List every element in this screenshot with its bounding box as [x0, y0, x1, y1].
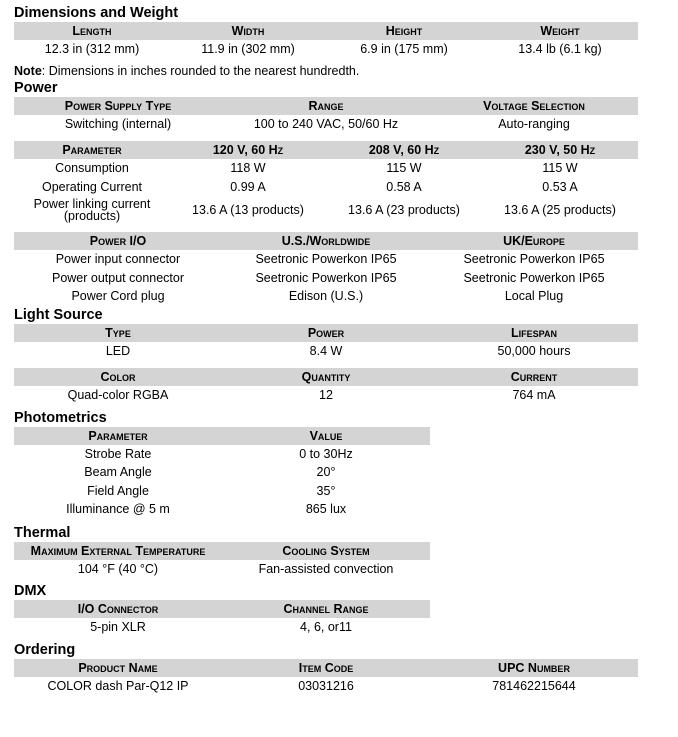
table-row: [14, 159, 638, 178]
table-cell: 0 to 30Hz: [299, 446, 353, 461]
light-source-table-a: [14, 324, 638, 361]
table-cell: Beam Angle: [84, 465, 152, 480]
table-row: [14, 500, 430, 519]
table-header-row: [14, 427, 430, 445]
table-cell: 115 W: [386, 161, 422, 176]
table-cell: 5-pin XLR: [90, 620, 146, 635]
table-cell: 13.6 A (25 products): [504, 203, 616, 217]
col-header-height: Height: [326, 22, 482, 40]
section-title-photometrics: Photometrics: [14, 409, 107, 426]
table-cell: 13.6 A (23 products): [348, 203, 460, 217]
table-cell: 104 °F (40 °C): [77, 561, 159, 576]
dimensions-note: [14, 64, 644, 79]
table-row: [14, 560, 430, 579]
col-header: 230 V, 50 Hz: [482, 141, 638, 159]
table-row: [14, 463, 430, 482]
table-row: [14, 445, 430, 464]
spec-sheet: [14, 4, 644, 695]
table-row: [14, 115, 638, 134]
table-cell: 0.99 A: [230, 179, 266, 194]
thermal-table: [14, 542, 430, 579]
table-row: [14, 287, 638, 306]
col-header-length: Length: [14, 22, 170, 40]
section-title-thermal: Thermal: [14, 524, 71, 541]
col-header: Current: [430, 368, 638, 386]
col-header: UK/Europe: [430, 232, 638, 250]
table-cell: 115 W: [542, 161, 578, 176]
table-header-row: [14, 324, 638, 342]
table-cell: Switching (internal): [64, 116, 172, 131]
col-header: Quantity: [222, 368, 430, 386]
table-row: [14, 386, 638, 405]
col-header: Parameter: [14, 141, 170, 159]
note-label: Note: [14, 63, 42, 78]
col-header: I/O Connector: [14, 600, 222, 618]
table-cell: 03031216: [298, 678, 354, 693]
col-header: UPC Number: [430, 659, 638, 677]
section-title-dmx: DMX: [14, 583, 47, 599]
col-header: Color: [14, 368, 222, 386]
table-cell: Seetronic Powerkon IP65: [463, 252, 605, 267]
table-cell: 50,000 hours: [497, 343, 571, 358]
table-cell: Field Angle: [87, 483, 149, 498]
table-row: [14, 250, 638, 269]
table-cell: 100 to 240 VAC, 50/60 Hz: [253, 116, 399, 131]
col-header: Lifespan: [430, 324, 638, 342]
power-io-table: [14, 232, 638, 306]
table-cell: Seetronic Powerkon IP65: [255, 270, 397, 285]
note-text: : Dimensions in inches rounded to the nearest hundredth.: [41, 63, 360, 78]
dimensions-table: [14, 22, 638, 59]
col-header: 120 V, 60 Hz: [170, 141, 326, 159]
col-header-width: Width: [170, 22, 326, 40]
table-row: [14, 178, 638, 197]
col-header: U.S./Worldwide: [222, 232, 430, 250]
table-header-row: [14, 600, 430, 618]
table-cell: 764 mA: [512, 388, 556, 403]
col-header: Value: [222, 427, 430, 445]
table-cell: Fan-assisted convection: [258, 561, 394, 576]
table-cell: 0.58 A: [386, 179, 422, 194]
table-row: [14, 196, 638, 224]
power-supply-table: [14, 97, 638, 134]
col-header: Parameter: [14, 427, 222, 445]
section-title-dimensions: Dimensions and Weight: [14, 5, 179, 21]
table-cell: 0.53 A: [542, 179, 578, 194]
col-header: 208 V, 60 Hz: [326, 141, 482, 159]
table-cell: Local Plug: [504, 289, 564, 304]
col-header: Type: [14, 324, 222, 342]
table-cell: Power linking current (products): [33, 197, 151, 223]
table-cell: 6.9 in (175 mm): [360, 42, 448, 57]
table-row: [14, 40, 638, 59]
section-title-ordering: Ordering: [14, 641, 76, 658]
col-header: Power: [222, 324, 430, 342]
table-cell: Operating Current: [41, 179, 143, 194]
table-cell: 12.3 in (312 mm): [44, 42, 140, 57]
table-header-row: [14, 22, 638, 40]
col-header: Range: [222, 97, 430, 115]
col-header: Item Code: [222, 659, 430, 677]
col-header: Maximum External Temperature: [14, 542, 222, 560]
table-cell: Auto-ranging: [498, 116, 570, 131]
table-row: [14, 618, 430, 637]
section-title-light-source: Light Source: [14, 306, 103, 323]
table-header-row: [14, 368, 638, 386]
table-cell: 118 W: [230, 161, 266, 176]
table-cell: 35°: [316, 483, 336, 498]
table-cell: 4, 6, or11: [300, 620, 352, 635]
col-header: Voltage Selection: [430, 97, 638, 115]
table-row: [14, 342, 638, 361]
table-header-row: [14, 141, 638, 159]
table-cell: 13.6 A (13 products): [192, 203, 304, 217]
table-header-row: [14, 659, 638, 677]
dmx-table: [14, 600, 430, 637]
table-cell: LED: [105, 343, 131, 358]
table-cell: Power output connector: [51, 270, 185, 285]
table-cell: Illuminance @ 5 m: [66, 502, 170, 517]
table-cell: Seetronic Powerkon IP65: [255, 252, 397, 267]
table-cell: COLOR dash Par-Q12 IP: [47, 678, 189, 693]
power-parameters-table: [14, 141, 638, 224]
photometrics-table: [14, 427, 430, 519]
table-cell: Consumption: [55, 161, 129, 176]
table-row: [14, 269, 638, 288]
table-cell: Edison (U.S.): [288, 289, 364, 304]
table-cell: 865 lux: [305, 502, 347, 517]
ordering-table: [14, 659, 638, 696]
table-cell: 13.4 lb (6.1 kg): [518, 42, 602, 57]
light-source-table-b: [14, 368, 638, 405]
table-header-row: [14, 232, 638, 250]
table-cell: Strobe Rate: [84, 446, 152, 461]
col-header: Power I/O: [14, 232, 222, 250]
table-cell: 12: [319, 388, 333, 403]
table-cell: 781462215644: [492, 678, 576, 693]
table-row: [14, 677, 638, 696]
table-cell: 8.4 W: [309, 343, 343, 358]
table-cell: Power Cord plug: [71, 289, 165, 304]
table-cell: Power input connector: [55, 252, 181, 267]
table-cell: 20°: [316, 465, 336, 480]
col-header: Product Name: [14, 659, 222, 677]
table-cell: 11.9 in (302 mm): [201, 42, 295, 57]
table-header-row: [14, 542, 430, 560]
table-cell: Quad-color RGBA: [67, 388, 169, 403]
col-header-weight: Weight: [482, 22, 638, 40]
table-header-row: [14, 97, 638, 115]
col-header: Channel Range: [222, 600, 430, 618]
table-cell: Seetronic Powerkon IP65: [463, 270, 605, 285]
table-row: [14, 482, 430, 501]
section-title-power: Power: [14, 79, 58, 96]
col-header: Power Supply Type: [14, 97, 222, 115]
col-header: Cooling System: [222, 542, 430, 560]
